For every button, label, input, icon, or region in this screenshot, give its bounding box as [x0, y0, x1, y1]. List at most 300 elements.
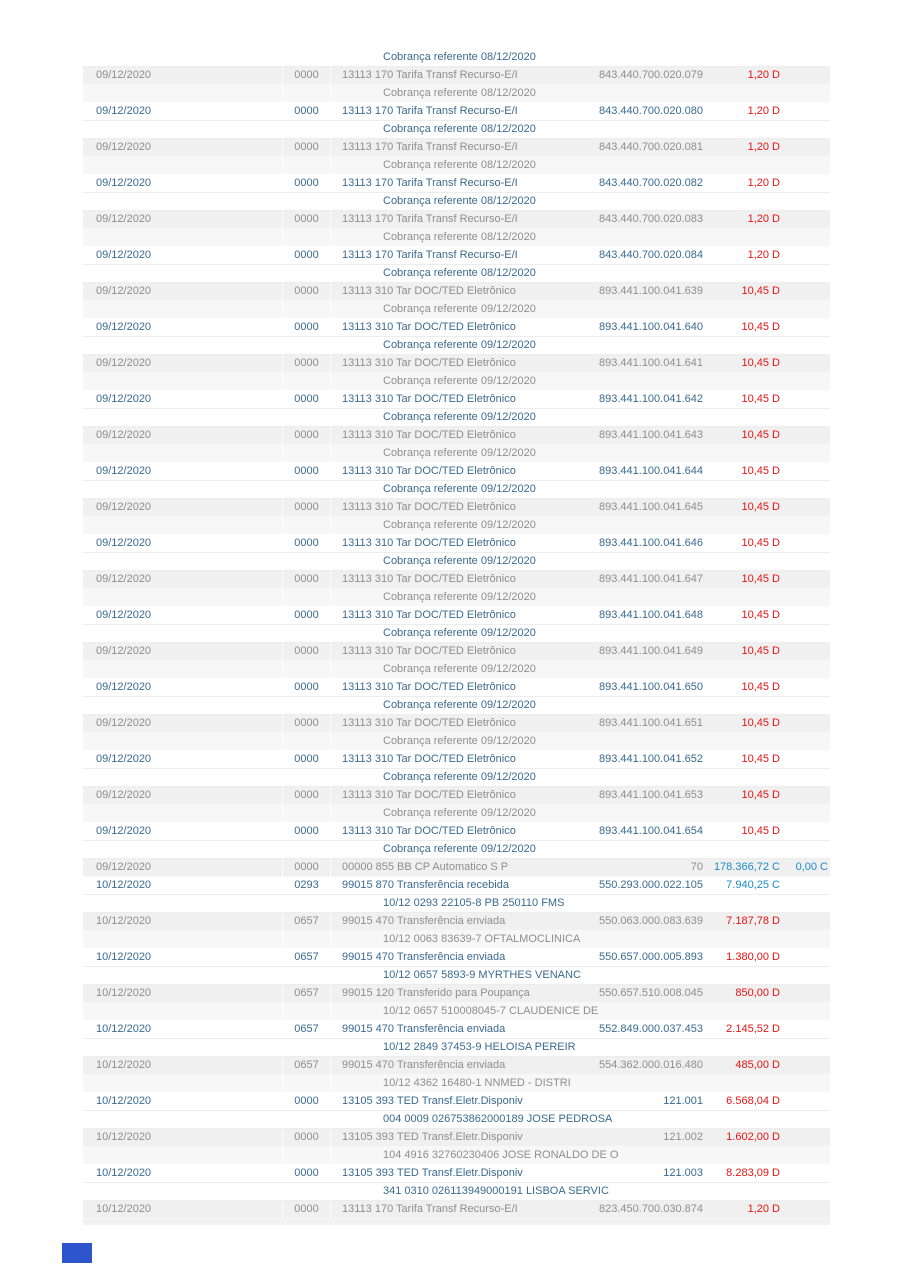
transaction-document: 552.849.000.037.453	[599, 1023, 703, 1035]
detail-value-cell	[708, 49, 788, 66]
detail-date-cell	[83, 121, 283, 138]
transaction-document: 550.657.510.008.045	[599, 987, 703, 999]
transaction-agency: 0000	[283, 571, 331, 588]
detail-text: 10/12 0657 510008045-7 CLAUDENICE DE	[383, 1005, 599, 1017]
detail-agency-cell	[283, 157, 331, 174]
transaction-description: 13113 310 Tar DOC/TED Eletrônico	[342, 321, 516, 333]
detail-date-cell	[83, 697, 283, 714]
transaction-document: 893.441.100.041.654	[599, 825, 703, 837]
transaction-agency: 0000	[283, 319, 331, 336]
transaction-value: 10,45 D	[741, 789, 780, 801]
detail-agency-cell	[283, 1039, 331, 1056]
detail-extra-cell	[788, 1111, 830, 1128]
transaction-description: 99015 470 Transferência enviada	[342, 1023, 506, 1035]
transaction-value: 10,45 D	[741, 825, 780, 837]
transaction-description: 13113 310 Tar DOC/TED Eletrônico	[342, 537, 516, 549]
transaction-description: 13113 310 Tar DOC/TED Eletrônico	[342, 465, 516, 477]
transaction-detail-row	[83, 589, 830, 607]
detail-value-cell	[708, 1075, 788, 1092]
transaction-row	[83, 643, 830, 661]
transaction-row	[83, 535, 830, 553]
detail-value-cell	[708, 1111, 788, 1128]
transaction-row	[83, 1201, 830, 1219]
transaction-description: 13113 310 Tar DOC/TED Eletrônico	[342, 825, 516, 837]
transaction-agency: 0000	[283, 247, 331, 264]
transaction-document: 823.450.700.030.874	[599, 1203, 703, 1215]
transaction-extra-value	[788, 1129, 830, 1146]
transaction-extra-value	[788, 103, 830, 120]
detail-text: 341 0310 026113949000191 LISBOA SERVIC	[383, 1185, 609, 1197]
detail-value-cell	[708, 589, 788, 606]
detail-date-cell	[83, 1039, 283, 1056]
transaction-row	[83, 1093, 830, 1111]
transaction-document: 893.441.100.041.647	[599, 573, 703, 585]
detail-date-cell	[83, 967, 283, 984]
transaction-agency: 0000	[283, 67, 331, 84]
transaction-description: 99015 470 Transferência enviada	[342, 915, 506, 927]
detail-extra-cell	[788, 157, 830, 174]
detail-value-cell	[708, 517, 788, 534]
transaction-date: 09/12/2020	[83, 103, 283, 120]
transaction-detail-row	[83, 445, 830, 463]
detail-agency-cell	[283, 49, 331, 66]
detail-extra-cell	[788, 373, 830, 390]
detail-text: Cobrança referente 09/12/2020	[383, 303, 536, 315]
transaction-extra-value	[788, 499, 830, 516]
detail-agency-cell	[283, 517, 331, 534]
transaction-document: 70	[690, 861, 703, 873]
transaction-row	[83, 1057, 830, 1075]
transaction-extra-value	[788, 283, 830, 300]
detail-extra-cell	[788, 1075, 830, 1092]
detail-date-cell	[83, 1111, 283, 1128]
transaction-agency: 0000	[283, 391, 331, 408]
detail-agency-cell	[283, 1075, 331, 1092]
transaction-date: 09/12/2020	[83, 751, 283, 768]
transaction-document: 893.441.100.041.653	[599, 789, 703, 801]
detail-extra-cell	[788, 1003, 830, 1020]
detail-agency-cell	[283, 733, 331, 750]
detail-agency-cell	[283, 589, 331, 606]
transaction-agency: 0657	[283, 1057, 331, 1074]
detail-date-cell	[83, 589, 283, 606]
transaction-date: 09/12/2020	[83, 715, 283, 732]
transaction-row	[83, 355, 830, 373]
detail-value-cell	[708, 661, 788, 678]
statement-table	[83, 49, 830, 1225]
transaction-row	[83, 319, 830, 337]
transaction-description: 13105 393 TED Transf.Eletr.Disponiv	[342, 1167, 523, 1179]
detail-extra-cell	[788, 409, 830, 426]
detail-value-cell	[708, 697, 788, 714]
detail-value-cell	[708, 805, 788, 822]
detail-extra-cell	[788, 625, 830, 642]
transaction-document: 554.362.000.016.480	[599, 1059, 703, 1071]
transaction-value: 10,45 D	[741, 717, 780, 729]
transaction-date: 10/12/2020	[83, 1057, 283, 1074]
detail-agency-cell	[283, 265, 331, 282]
transaction-extra-value	[788, 787, 830, 804]
transaction-description: 13113 170 Tarifa Transf Recurso-E/I	[342, 213, 518, 225]
transaction-row	[83, 571, 830, 589]
detail-date-cell	[83, 1183, 283, 1200]
detail-extra-cell	[788, 337, 830, 354]
transaction-extra-value	[788, 211, 830, 228]
transaction-date: 09/12/2020	[83, 247, 283, 264]
transaction-extra-value	[788, 355, 830, 372]
transaction-description: 13105 393 TED Transf.Eletr.Disponiv	[342, 1131, 523, 1143]
detail-date-cell	[83, 193, 283, 210]
transaction-row	[83, 391, 830, 409]
transaction-detail-row	[83, 931, 830, 949]
detail-date-cell	[83, 265, 283, 282]
detail-value-cell	[708, 967, 788, 984]
detail-value-cell	[708, 481, 788, 498]
transaction-date: 10/12/2020	[83, 877, 283, 894]
detail-value-cell	[708, 85, 788, 102]
transaction-agency: 0657	[283, 1021, 331, 1038]
detail-extra-cell	[788, 85, 830, 102]
transaction-extra-value	[788, 1201, 830, 1218]
transaction-agency: 0000	[283, 499, 331, 516]
transaction-document: 843.440.700.020.081	[599, 141, 703, 153]
transaction-description: 13113 310 Tar DOC/TED Eletrônico	[342, 501, 516, 513]
detail-extra-cell	[788, 733, 830, 750]
transaction-extra-value	[788, 391, 830, 408]
transaction-date: 09/12/2020	[83, 535, 283, 552]
detail-text: Cobrança referente 08/12/2020	[383, 159, 536, 171]
detail-date-cell	[83, 1075, 283, 1092]
transaction-detail-row	[83, 1003, 830, 1021]
detail-text: Cobrança referente 09/12/2020	[383, 699, 536, 711]
detail-agency-cell	[283, 553, 331, 570]
transaction-date: 10/12/2020	[83, 1021, 283, 1038]
detail-extra-cell	[788, 589, 830, 606]
transaction-date: 10/12/2020	[83, 1165, 283, 1182]
transaction-agency: 0000	[283, 427, 331, 444]
transaction-description: 13113 310 Tar DOC/TED Eletrônico	[342, 717, 516, 729]
transaction-date: 10/12/2020	[83, 985, 283, 1002]
detail-agency-cell	[283, 193, 331, 210]
transaction-row	[83, 823, 830, 841]
transaction-document: 893.441.100.041.649	[599, 645, 703, 657]
transaction-value: 178.366,72 C	[713, 861, 780, 873]
transaction-value: 10,45 D	[741, 429, 780, 441]
transaction-row	[83, 427, 830, 445]
transaction-row	[83, 463, 830, 481]
transaction-detail-row	[83, 517, 830, 535]
detail-agency-cell	[283, 121, 331, 138]
detail-agency-cell	[283, 409, 331, 426]
transaction-date: 09/12/2020	[83, 823, 283, 840]
transaction-extra-value	[788, 823, 830, 840]
detail-value-cell	[708, 157, 788, 174]
transaction-extra-value	[788, 139, 830, 156]
transaction-description: 13113 170 Tarifa Transf Recurso-E/I	[342, 105, 518, 117]
transaction-detail-row	[83, 1183, 830, 1201]
detail-value-cell	[708, 229, 788, 246]
transaction-detail-row	[83, 805, 830, 823]
transaction-description: 13113 170 Tarifa Transf Recurso-E/I	[342, 177, 518, 189]
transaction-document: 893.441.100.041.642	[599, 393, 703, 405]
transaction-row	[83, 607, 830, 625]
transaction-date: 09/12/2020	[83, 643, 283, 660]
detail-agency-cell	[283, 895, 331, 912]
transaction-value: 1,20 D	[747, 1203, 780, 1215]
detail-text: Cobrança referente 08/12/2020	[383, 87, 536, 99]
transaction-document: 121.001	[663, 1095, 703, 1107]
detail-text: 10/12 4362 16480-1 NNMED - DISTRI	[383, 1077, 571, 1089]
detail-date-cell	[83, 481, 283, 498]
detail-extra-cell	[788, 1183, 830, 1200]
transaction-detail-row	[83, 265, 830, 283]
transaction-description: 13113 310 Tar DOC/TED Eletrônico	[342, 645, 516, 657]
transaction-row	[83, 949, 830, 967]
transaction-date: 10/12/2020	[83, 1129, 283, 1146]
transaction-value: 10,45 D	[741, 321, 780, 333]
transaction-agency: 0000	[283, 643, 331, 660]
transaction-agency: 0000	[283, 283, 331, 300]
detail-date-cell	[83, 49, 283, 66]
transaction-description: 13113 310 Tar DOC/TED Eletrônico	[342, 285, 516, 297]
transaction-description: 13113 310 Tar DOC/TED Eletrônico	[342, 393, 516, 405]
transaction-value: 1,20 D	[747, 177, 780, 189]
detail-date-cell	[83, 661, 283, 678]
detail-agency-cell	[283, 229, 331, 246]
detail-text: Cobrança referente 08/12/2020	[383, 195, 536, 207]
transaction-extra-value	[788, 535, 830, 552]
detail-text: 10/12 0063 83639-7 OFTALMOCLINICA	[383, 933, 581, 945]
detail-agency-cell	[283, 931, 331, 948]
transaction-row	[83, 859, 830, 877]
detail-date-cell	[83, 733, 283, 750]
transaction-value: 10,45 D	[741, 393, 780, 405]
transaction-value: 7.187,78 D	[726, 915, 780, 927]
transaction-extra-value	[788, 679, 830, 696]
transaction-date: 09/12/2020	[83, 319, 283, 336]
transaction-description: 13113 310 Tar DOC/TED Eletrônico	[342, 357, 516, 369]
transaction-value: 6.568,04 D	[726, 1095, 780, 1107]
detail-date-cell	[83, 553, 283, 570]
transaction-row	[83, 211, 830, 229]
transaction-document: 893.441.100.041.652	[599, 753, 703, 765]
detail-date-cell	[83, 373, 283, 390]
detail-text: Cobrança referente 09/12/2020	[383, 447, 536, 459]
detail-value-cell	[708, 733, 788, 750]
transaction-value: 10,45 D	[741, 285, 780, 297]
transaction-date: 10/12/2020	[83, 913, 283, 930]
transaction-date: 10/12/2020	[83, 949, 283, 966]
transaction-agency: 0000	[283, 679, 331, 696]
transaction-description: 13113 170 Tarifa Transf Recurso-E/I	[342, 69, 518, 81]
detail-text: 10/12 0293 22105-8 PB 250110 FMS	[383, 897, 565, 909]
transaction-detail-row	[83, 841, 830, 859]
transaction-extra-value	[788, 1057, 830, 1074]
transaction-document: 893.441.100.041.641	[599, 357, 703, 369]
transaction-row	[83, 247, 830, 265]
transaction-description: 13113 170 Tarifa Transf Recurso-E/I	[342, 249, 518, 261]
transaction-agency: 0000	[283, 211, 331, 228]
detail-text: Cobrança referente 09/12/2020	[383, 735, 536, 747]
detail-extra-cell	[788, 445, 830, 462]
detail-date-cell	[83, 1147, 283, 1164]
transaction-value: 10,45 D	[741, 645, 780, 657]
transaction-date: 09/12/2020	[83, 571, 283, 588]
detail-extra-cell	[788, 805, 830, 822]
transaction-document: 893.441.100.041.643	[599, 429, 703, 441]
transaction-extra-value	[788, 607, 830, 624]
detail-date-cell	[83, 409, 283, 426]
transaction-detail-row	[83, 409, 830, 427]
detail-agency-cell	[283, 337, 331, 354]
detail-extra-cell	[788, 967, 830, 984]
transaction-document: 843.440.700.020.080	[599, 105, 703, 117]
detail-value-cell	[708, 1183, 788, 1200]
transaction-date: 09/12/2020	[83, 175, 283, 192]
transaction-extra-value	[788, 319, 830, 336]
transaction-row	[83, 715, 830, 733]
transaction-document: 550.657.000.005.893	[599, 951, 703, 963]
detail-date-cell	[83, 841, 283, 858]
detail-extra-cell	[788, 661, 830, 678]
detail-date-cell	[83, 229, 283, 246]
detail-agency-cell	[283, 1003, 331, 1020]
detail-agency-cell	[283, 661, 331, 678]
detail-text: Cobrança referente 09/12/2020	[383, 807, 536, 819]
transaction-agency: 0000	[283, 1093, 331, 1110]
transaction-date: 09/12/2020	[83, 139, 283, 156]
detail-date-cell	[83, 769, 283, 786]
transaction-value: 1,20 D	[747, 213, 780, 225]
transaction-agency: 0293	[283, 877, 331, 894]
transaction-agency: 0000	[283, 715, 331, 732]
detail-extra-cell	[788, 895, 830, 912]
transaction-detail-row	[83, 1111, 830, 1129]
transaction-extra-value	[788, 643, 830, 660]
transaction-document: 893.441.100.041.646	[599, 537, 703, 549]
transaction-extra-value	[788, 1021, 830, 1038]
detail-agency-cell	[283, 1147, 331, 1164]
transaction-value: 850,00 D	[735, 987, 780, 999]
transaction-row	[83, 1021, 830, 1039]
detail-value-cell	[708, 265, 788, 282]
transaction-value: 1.602,00 D	[726, 1131, 780, 1143]
transaction-row	[83, 175, 830, 193]
transaction-date: 09/12/2020	[83, 607, 283, 624]
detail-date-cell	[83, 625, 283, 642]
transaction-document: 121.003	[663, 1167, 703, 1179]
detail-extra-cell	[788, 301, 830, 318]
detail-extra-cell	[788, 769, 830, 786]
detail-value-cell	[708, 445, 788, 462]
detail-date-cell	[83, 337, 283, 354]
transaction-detail-row	[83, 625, 830, 643]
transaction-date: 09/12/2020	[83, 679, 283, 696]
transaction-extra-value	[788, 913, 830, 930]
transaction-detail-row	[83, 1039, 830, 1057]
detail-text: Cobrança referente 09/12/2020	[383, 339, 536, 351]
detail-date-cell	[83, 805, 283, 822]
detail-text: Cobrança referente 08/12/2020	[383, 267, 536, 279]
detail-extra-cell	[788, 517, 830, 534]
transaction-row	[83, 499, 830, 517]
transaction-value: 485,00 D	[735, 1059, 780, 1071]
transaction-detail-row	[83, 85, 830, 103]
detail-date-cell	[83, 301, 283, 318]
transaction-date: 09/12/2020	[83, 427, 283, 444]
detail-text: Cobrança referente 09/12/2020	[383, 843, 536, 855]
transaction-document: 843.440.700.020.084	[599, 249, 703, 261]
detail-text: Cobrança referente 09/12/2020	[383, 519, 536, 531]
detail-text: Cobrança referente 09/12/2020	[383, 591, 536, 603]
transaction-date: 09/12/2020	[83, 211, 283, 228]
transaction-detail-row	[83, 553, 830, 571]
detail-value-cell	[708, 769, 788, 786]
transaction-description: 99015 470 Transferência enviada	[342, 951, 506, 963]
detail-text: Cobrança referente 09/12/2020	[383, 483, 536, 495]
transaction-extra-value	[788, 247, 830, 264]
detail-text: Cobrança referente 09/12/2020	[383, 663, 536, 675]
detail-text: Cobrança referente 08/12/2020	[383, 123, 536, 135]
transaction-detail-row	[83, 661, 830, 679]
transaction-row	[83, 985, 830, 1003]
transaction-date: 09/12/2020	[83, 67, 283, 84]
transaction-value: 7.940,25 C	[726, 879, 780, 891]
transaction-document: 893.441.100.041.640	[599, 321, 703, 333]
transaction-detail-row	[83, 967, 830, 985]
detail-value-cell	[708, 553, 788, 570]
detail-extra-cell	[788, 265, 830, 282]
transaction-extra-value	[788, 427, 830, 444]
detail-text: Cobrança referente 09/12/2020	[383, 375, 536, 387]
transaction-value: 10,45 D	[741, 753, 780, 765]
detail-date-cell	[83, 517, 283, 534]
detail-value-cell	[708, 409, 788, 426]
transaction-row	[83, 1165, 830, 1183]
transaction-agency: 0657	[283, 949, 331, 966]
detail-extra-cell	[788, 229, 830, 246]
transaction-value: 1,20 D	[747, 249, 780, 261]
detail-date-cell	[83, 895, 283, 912]
detail-date-cell	[83, 931, 283, 948]
transaction-detail-row	[83, 697, 830, 715]
detail-value-cell	[708, 121, 788, 138]
transaction-agency: 0000	[283, 103, 331, 120]
detail-text: 104 4916 32760230406 JOSE RONALDO DE O	[383, 1149, 619, 1161]
transaction-extra-value: 0,00 C	[795, 861, 828, 873]
transaction-description: 13113 310 Tar DOC/TED Eletrônico	[342, 681, 516, 693]
detail-value-cell	[708, 1039, 788, 1056]
detail-agency-cell	[283, 445, 331, 462]
transaction-date: 10/12/2020	[83, 1093, 283, 1110]
transaction-document: 893.441.100.041.639	[599, 285, 703, 297]
transaction-document: 843.440.700.020.082	[599, 177, 703, 189]
detail-value-cell	[708, 895, 788, 912]
transaction-date: 09/12/2020	[83, 355, 283, 372]
transaction-detail-row	[83, 229, 830, 247]
detail-extra-cell	[788, 1147, 830, 1164]
transaction-extra-value	[788, 715, 830, 732]
transaction-date: 09/12/2020	[83, 391, 283, 408]
transaction-document: 893.441.100.041.650	[599, 681, 703, 693]
detail-agency-cell	[283, 805, 331, 822]
transaction-detail-row	[83, 49, 830, 67]
transaction-value: 1,20 D	[747, 141, 780, 153]
transaction-row	[83, 751, 830, 769]
transaction-row	[83, 679, 830, 697]
transaction-row	[83, 1129, 830, 1147]
detail-extra-cell	[788, 1039, 830, 1056]
